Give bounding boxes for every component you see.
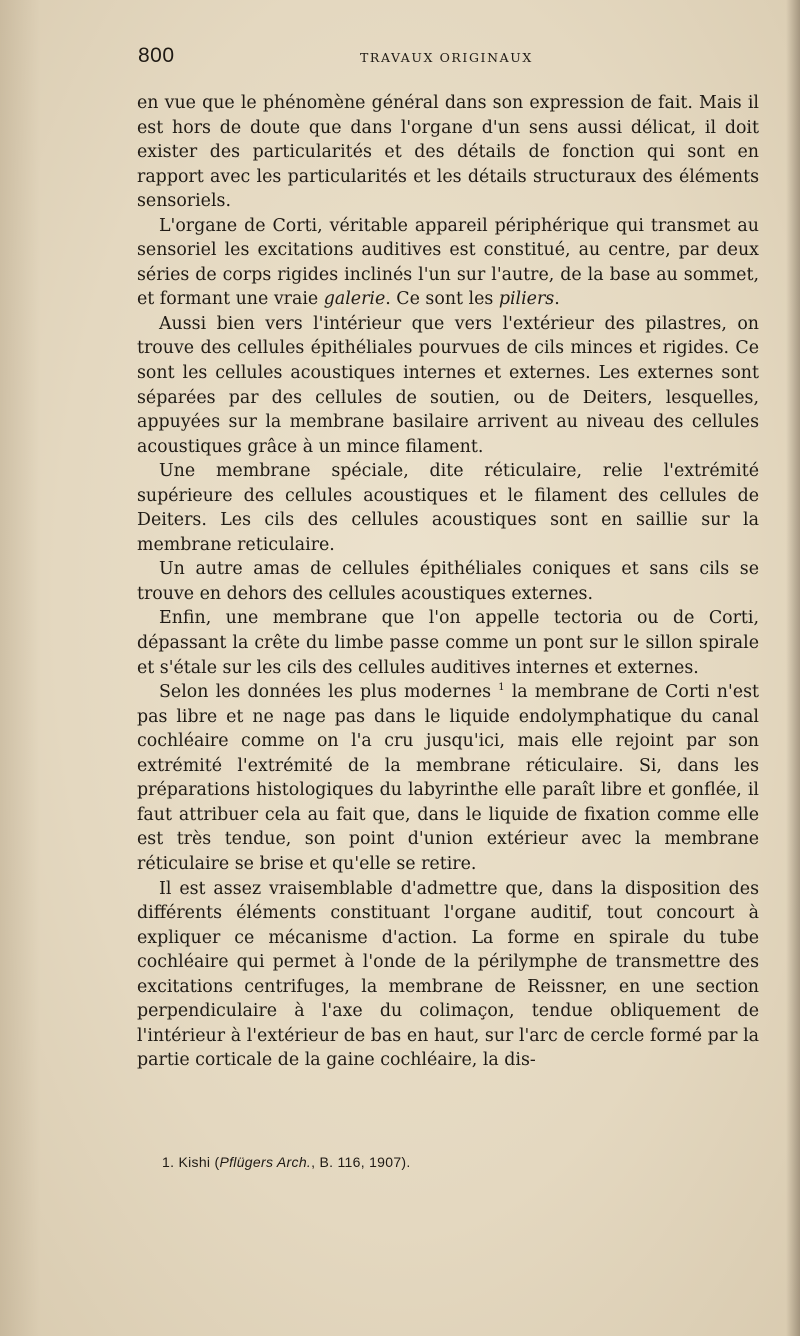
paragraph-8: Il est assez vraisemblable d'admettre que, dans la disposition des différents éléments constituant l'organe auditif, tout concourt à expliquer ce mécanisme d'action. La forme en spirale du tube cochléaire qui permet à l'onde de la périlymphe de transmettre des excitations centrifuges, la membrane de Reissner, en une section perpendiculaire à l'axe du colimaçon, tendue obliquement de l'intérieur à l'extérieur de bas en haut, sur l'arc de cercle formé par la partie corticale de la gaine cochléaire, la dis- xyxy=(137,878,759,1071)
term-galerie: galerie xyxy=(323,289,386,310)
footnote xyxy=(162,1154,762,1170)
body-text xyxy=(137,91,759,1073)
paragraph-2-text-after: . xyxy=(554,289,560,310)
term-piliers: piliers xyxy=(498,289,555,310)
footnote-rest: , B. 116, 1907). xyxy=(311,1154,411,1170)
paragraph-7 xyxy=(137,680,759,876)
paragraph-1: en vue que le phénomène général dans son expression de fait. Mais il est hors de doute que dans l'organe d'un sens aussi délicat, il doit exister des particularités et des détails de fonction qui sont en rapport avec les particularités et les détails structuraux des éléments sensoriels. xyxy=(137,93,759,212)
page-gutter-shade xyxy=(0,0,40,1336)
page-header xyxy=(138,44,760,74)
paragraph-2 xyxy=(137,214,759,312)
footnote-author: Kishi ( xyxy=(178,1154,220,1170)
page-edge-shadow xyxy=(786,0,800,1336)
footnote-reference: 1 xyxy=(498,682,505,694)
paragraph-3: Aussi bien vers l'intérieur que vers l'extérieur des pilastres, on trouve des cellules épithéliales pourvues de cils minces et rigides. Ce sont les cellules acoustiques internes et externes. Les externes sont séparées par des cellules de soutien, ou de Deiters, lesquelles, appuyées sur la membrane basilaire arrivent au niveau des cellules acoustiques grâce à un mince filament. xyxy=(137,313,759,457)
paragraph-7-text-before: Selon les données les plus modernes xyxy=(159,682,499,703)
page-number: 800 xyxy=(138,44,175,67)
paragraph-2-text-before: L'organe de Corti, véritable appareil périphérique qui transmet au sensoriel les excitations auditives est constitué, au centre, par deux séries de corps rigides inclinés l'un sur l'autre, de la base au sommet, et formant une vraie xyxy=(137,215,759,310)
paragraph-2-text-middle: . Ce sont les xyxy=(385,289,499,310)
paragraph-5: Un autre amas de cellules épithéliales coniques et sans cils se trouve en dehors des cellules acoustiques externes. xyxy=(137,559,759,604)
footnote-number: 1. xyxy=(162,1154,175,1170)
running-head: TRAVAUX ORIGINAUX xyxy=(360,50,533,65)
paragraph-7-text-after: la membrane de Corti n'est pas libre et ne nage pas dans le liquide endolymphatique du canal cochléaire comme on l'a cru jusqu'ici, mais elle rejoint par son extrémité l'extrémité de la membrane réticulaire. Si, dans les préparations histologiques du labyrinthe elle paraît libre et gonflée, il faut attribuer cela au fait que, dans le liquide de fixation comme elle est très tendue, son point d'union extérieur avec la membrane réticulaire se brise et qu'elle se retire. xyxy=(137,682,759,874)
footnote-journal: Pflügers Arch. xyxy=(219,1154,312,1170)
paragraph-6: Enfin, une membrane que l'on appelle tectoria ou de Corti, dépassant la crête du limbe passe comme un pont sur le sillon spirale et s'étale sur les cils des cellules auditives internes et externes. xyxy=(137,608,759,678)
paragraph-4: Une membrane spéciale, dite réticulaire, relie l'extrémité supérieure des cellules acoustiques et le filament des cellules de Deiters. Les cils des cellules acoustiques sont en saillie sur la membrane reticulaire. xyxy=(137,461,759,555)
